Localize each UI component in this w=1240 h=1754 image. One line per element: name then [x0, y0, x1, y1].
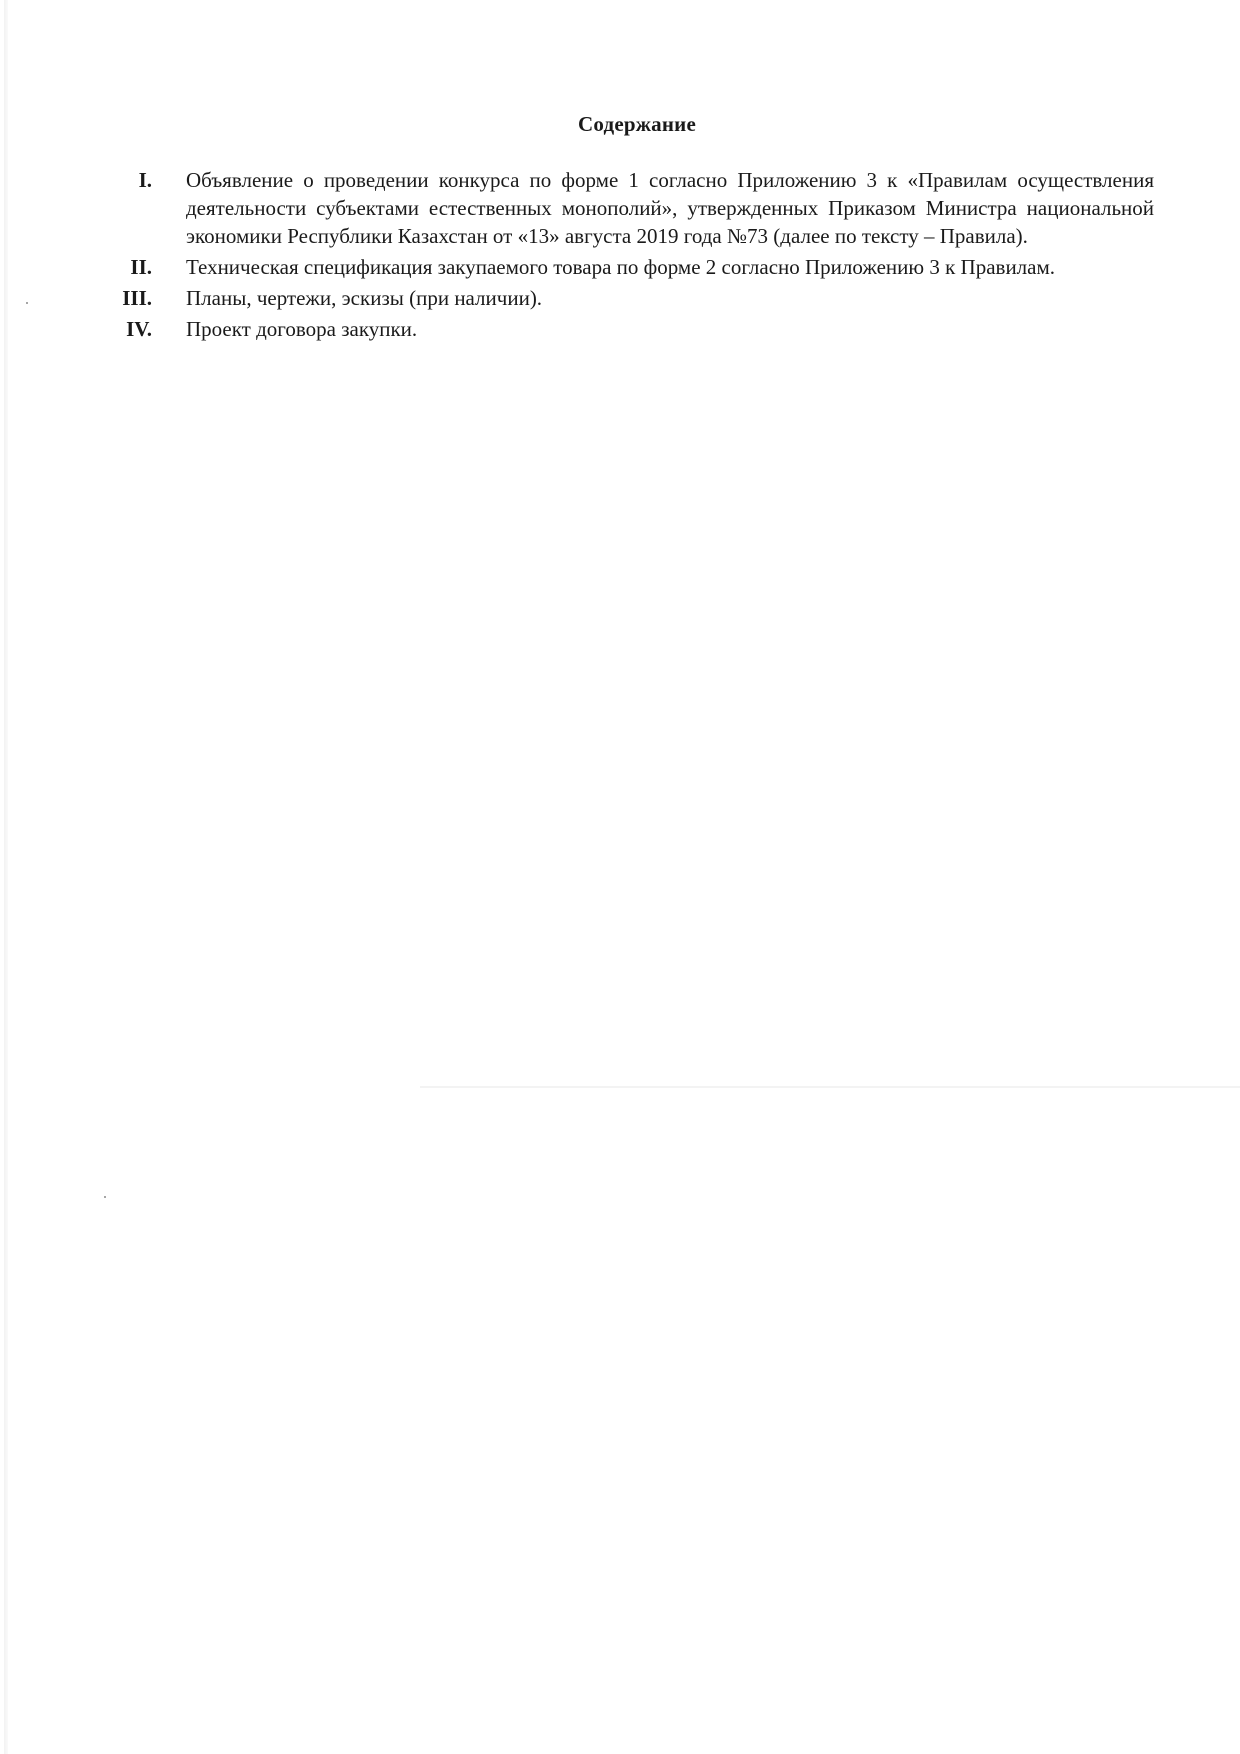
toc-item-4 [0, 315, 1240, 343]
toc-text: Объявление о проведении конкурса по форме 1 согласно Приложению 3 к «Правилам осуществления деятельности субъектами естественных монополий», утвержденных Приказом Министра национальной экономики Республики Казахстан от «13» августа 2019 года №73 (далее по тексту – Правила). [186, 168, 1154, 248]
scan-artifact-line [420, 1086, 1240, 1088]
toc-numeral: I. [138, 168, 152, 192]
page-title: Содержание [578, 112, 696, 136]
scan-speck [104, 1196, 106, 1198]
toc-numeral: II. [130, 255, 152, 279]
table-of-contents [0, 166, 1240, 346]
toc-item-1 [0, 166, 1240, 250]
toc-text: Техническая спецификация закупаемого товара по форме 2 согласно Приложению 3 к Правилам. [186, 255, 1056, 279]
toc-numeral: III. [122, 286, 152, 310]
toc-numeral: IV. [126, 317, 152, 341]
toc-item-3 [0, 284, 1240, 312]
toc-text: Проект договора закупки. [186, 317, 418, 341]
toc-text: Планы, чертежи, эскизы (при наличии). [186, 286, 543, 310]
toc-item-2 [0, 253, 1240, 281]
